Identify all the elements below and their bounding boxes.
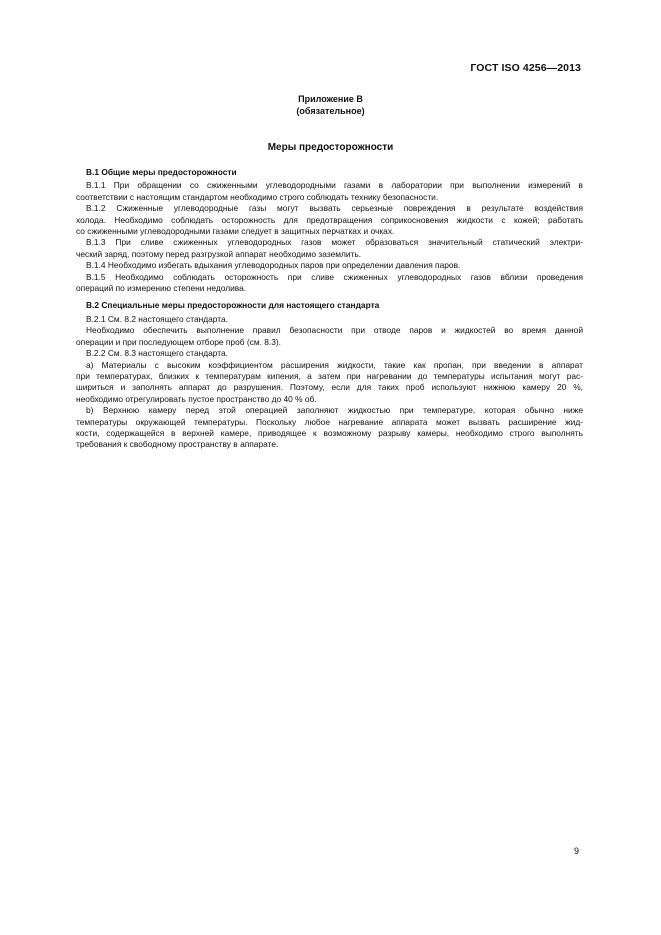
text-line: В.1.3 При сливе сжиженных углеводородных газов может образоваться значительный статический электри- (86, 237, 583, 248)
text-line: при температурах, близких к температурам кипения, а затем при нагревании до температуры испытания могут рас- (76, 370, 583, 381)
paragraph (76, 237, 583, 260)
paragraph (76, 272, 583, 295)
paragraph (76, 203, 583, 237)
annex-heading (0, 93, 661, 117)
text-line: шириться и заполнять аппарат до разрушения. Поэтому, если для таких проб используют нижнюю камеру 20 %, (76, 382, 583, 393)
annex-label: Приложение В (298, 94, 363, 104)
text-line: операций по измерению степени недолива. (76, 283, 247, 294)
paragraph (76, 405, 583, 451)
text-line: необходимо отрегулировать пустое пространство до 40 % об. (76, 393, 317, 404)
text-line: В.1.4 Необходимо избегать вдыхания углеводородных паров при определении давления паров. (86, 260, 461, 271)
text-line: В.1.2 Сжиженные углеводородные газы могут вызвать серьезные повреждения в результате воздействия (86, 203, 583, 214)
page-title: Меры предосторожности (267, 142, 394, 153)
paragraph (76, 260, 583, 271)
text-line: Необходимо обеспечить выполнение правил безопасности при отводе паров и жидкостей во время данной (86, 325, 583, 336)
text-line: В.1.5 Необходимо соблюдать осторожность при сливе сжиженных углеводородных газов вблизи проведения (86, 271, 583, 282)
section-heading: В.1 Общие меры предосторожности (86, 167, 237, 177)
document-body (76, 167, 583, 451)
text-line: соответствии с настоящим стандартом необходимо строго соблюдать технику безопасности. (76, 191, 439, 202)
text-line: кости, содержащейся в верхней камере, приводящее к возможному разрыву камеры, необходимо строго выполнять (76, 427, 583, 438)
text-line: В.1.1 При обращении со сжиженными углеводородными газами в лаборатории при выполнении измерений в (86, 180, 583, 191)
text-line: В.2.2 См. 8.3 настоящего стандарта. (86, 348, 228, 359)
paragraph (76, 314, 583, 325)
text-line: В.2.1 См. 8.2 настоящего стандарта. (86, 313, 228, 324)
standard-code-header: ГОСТ ISO 4256—2013 (470, 62, 581, 74)
paragraph (76, 348, 583, 359)
text-line: a) Материалы с высоким коэффициентом расширения жидкости, такие как пропан, при введении в аппарат (86, 359, 583, 370)
paragraph (76, 360, 583, 406)
paragraph (76, 325, 583, 348)
text-line: холода. Необходимо соблюдать осторожность для предотвращения соприкосновения жидкости с кожей; работать (76, 214, 583, 225)
text-line: температуры окружающей температуры. Поскольку любое нагревание аппарата может вызвать расширение жид- (76, 416, 583, 427)
text-line: b) Верхнюю камеру перед этой операцией заполняют жидкостью при температуре, которая обычно ниже (86, 405, 583, 416)
paragraph (76, 180, 583, 203)
section-heading: В.2 Специальные меры предосторожности для настоящего стандарта (86, 300, 380, 311)
text-line: требования к свободному пространству в аппарате. (76, 439, 279, 450)
page-number: 9 (573, 846, 579, 856)
text-line: ческий заряд, поэтому перед разгрузкой аппарат необходимо заземлить. (76, 248, 362, 259)
annex-status: (обязательное) (296, 106, 365, 116)
text-line: операции и при последующем отборе проб (см. 8.3). (76, 336, 282, 347)
text-line: со сжиженными углеводородными газами следует в защитных перчатках и очках. (76, 226, 395, 237)
